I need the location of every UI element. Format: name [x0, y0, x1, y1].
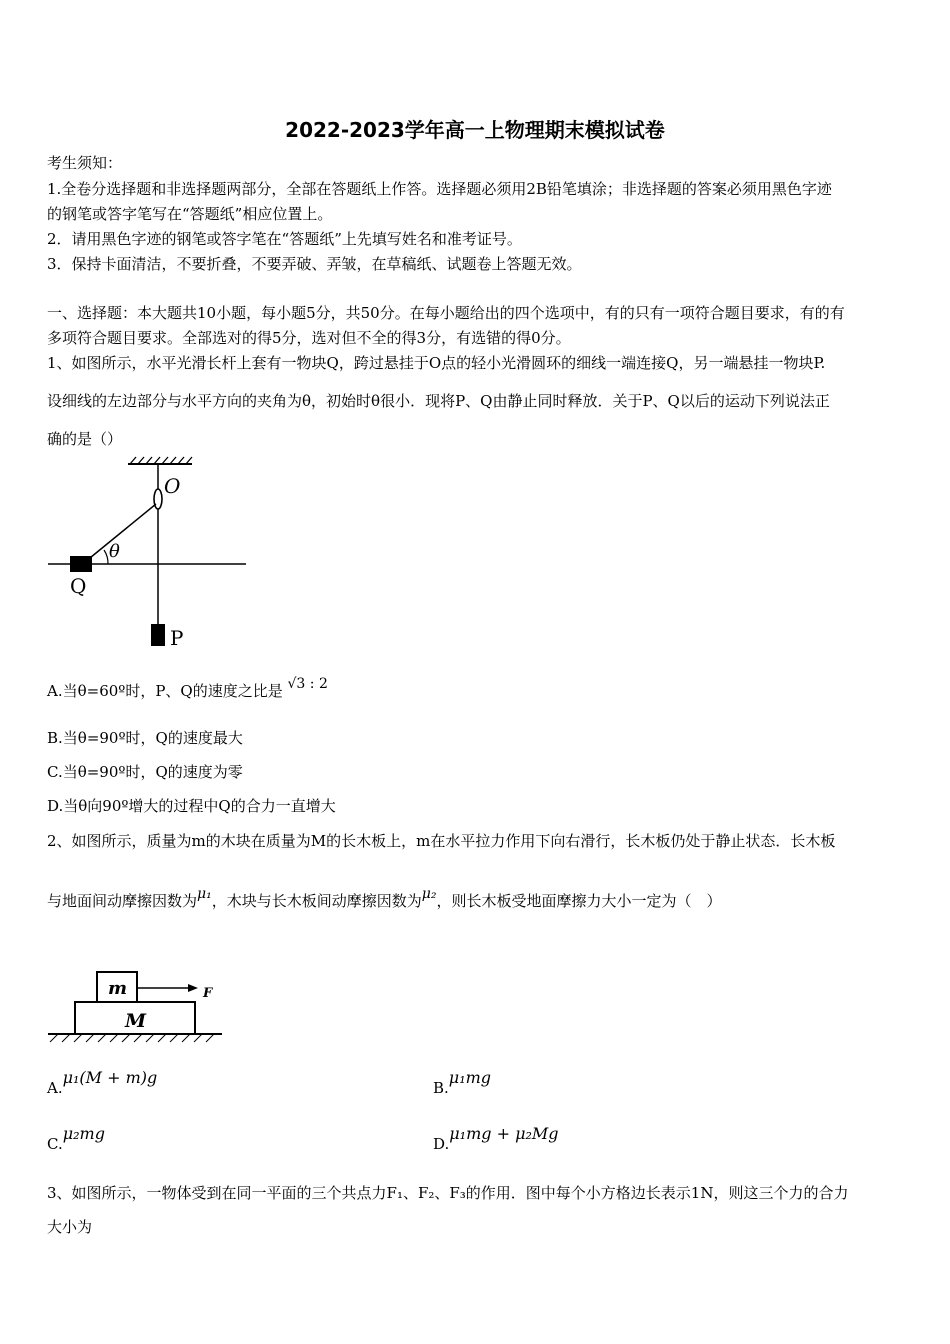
notice-heading: 考生须知：: [47, 154, 123, 172]
q2-option-a-formula: μ₁(M + m)g: [62, 1068, 158, 1087]
label-big-m: M: [125, 1010, 147, 1032]
block-q: [70, 556, 92, 572]
label-f: F: [203, 986, 213, 1001]
mu1-symbol: μ₁: [197, 886, 212, 902]
mu2-symbol: μ₂: [421, 886, 437, 902]
notice-item-1-line-2: 的钢笔或答字笔写在“答题纸”相应位置上。: [47, 205, 333, 223]
q2-stem-line-2-part-b: ，木块与长木板间动摩擦因数为: [211, 892, 422, 910]
slanted-string: [85, 504, 156, 562]
q1-stem-line-2: 设细线的左边部分与水平方向的夹角为θ，初始时θ很小．现将P、Q由静止同时释放．关于P、Q以后的运动下列说法正: [47, 392, 830, 410]
angle-arc: [104, 550, 108, 564]
q2-option-d-label: D.: [433, 1135, 450, 1153]
q2-option-c-label: C.: [47, 1135, 63, 1153]
smooth-ring: [154, 489, 162, 509]
label-theta: θ: [109, 541, 120, 562]
block-p: [151, 624, 165, 646]
q2-option-d-formula: μ₁mg + μ₂Mg: [449, 1124, 559, 1143]
notice-item-2: 2．请用黑色字迹的钢笔或答字笔在“答题纸”上先填写姓名和准考证号。: [47, 230, 522, 248]
q1-option-b: B.当θ=90º时，Q的速度最大: [47, 729, 243, 747]
label-p: P: [170, 626, 184, 650]
ground-hatch: [50, 1034, 214, 1042]
q2-stem-line-2-part-c: ，则长木板受地面摩擦力大小一定为（ ）: [436, 892, 722, 910]
q1-option-d: D.当θ向90º增大的过程中Q的合力一直增大: [47, 797, 336, 815]
ceiling-hatch: [130, 457, 192, 464]
q1-stem-line-1: 1、如图所示，水平光滑长杆上套有一物块Q，跨过悬挂于O点的轻小光滑圆环的细线一端连接Q，另一端悬挂一物块P.: [47, 354, 826, 372]
q1-figure: [40, 452, 260, 657]
q3-stem-line-1: 3、如图所示，一物体受到在同一平面的三个共点力F₁、F₂、F₃的作用．图中每个小方格边长表示1N，则这三个力的合力: [47, 1184, 849, 1202]
notice-item-1-line-1: 1.全卷分选择题和非选择题两部分，全部在答题纸上作答。选择题必须用2B铅笔填涂；非选择题的答案必须用黑色字迹: [47, 180, 832, 198]
label-o: O: [164, 474, 181, 498]
label-m: m: [108, 978, 128, 999]
label-q: Q: [70, 574, 87, 598]
q2-stem-line-1: 2、如图所示，质量为m的木块在质量为M的长木板上，m在水平拉力作用下向右滑行，长木板仍处于静止状态．长木板: [47, 832, 836, 850]
q2-option-c: [47, 1124, 105, 1153]
q2-option-c-formula: μ₂mg: [62, 1124, 105, 1143]
q2-option-b: [433, 1068, 492, 1097]
q1-option-a: [47, 676, 328, 701]
q1-option-a-ratio: √3 : 2: [287, 676, 328, 692]
notice-item-3: 3．保持卡面清洁，不要折叠，不要弄破、弄皱，在草稿纸、试题卷上答题无效。: [47, 255, 582, 273]
q3-stem-line-2: 大小为: [47, 1218, 93, 1236]
q2-figure: [40, 962, 240, 1047]
page-title: 2022-2023学年高一上物理期末模拟试卷: [285, 118, 665, 142]
q2-option-a: [47, 1068, 158, 1097]
force-arrowhead: [188, 984, 198, 992]
q2-option-b-label: B.: [433, 1079, 449, 1097]
q2-option-d: [433, 1124, 559, 1153]
q1-stem-line-3: 确的是（）: [47, 430, 123, 448]
section-intro-line-2: 多项符合题目要求。全部选对的得5分，选对但不全的得3分，有选错的得0分。: [47, 329, 571, 347]
q1-option-c: C.当θ=90º时，Q的速度为零: [47, 763, 243, 781]
q2-stem-line-2: [47, 886, 722, 911]
q2-option-a-label: A.: [47, 1079, 63, 1097]
q1-option-a-text: A.当θ=60º时，P、Q的速度之比是: [47, 682, 283, 700]
q2-stem-line-2-part-a: 与地面间动摩擦因数为: [47, 892, 198, 910]
q2-option-b-formula: μ₁mg: [448, 1068, 492, 1087]
section-intro-line-1: 一、选择题：本大题共10小题，每小题5分，共50分。在每小题给出的四个选项中，有的只有一项符合题目要求，有的有: [47, 304, 845, 322]
